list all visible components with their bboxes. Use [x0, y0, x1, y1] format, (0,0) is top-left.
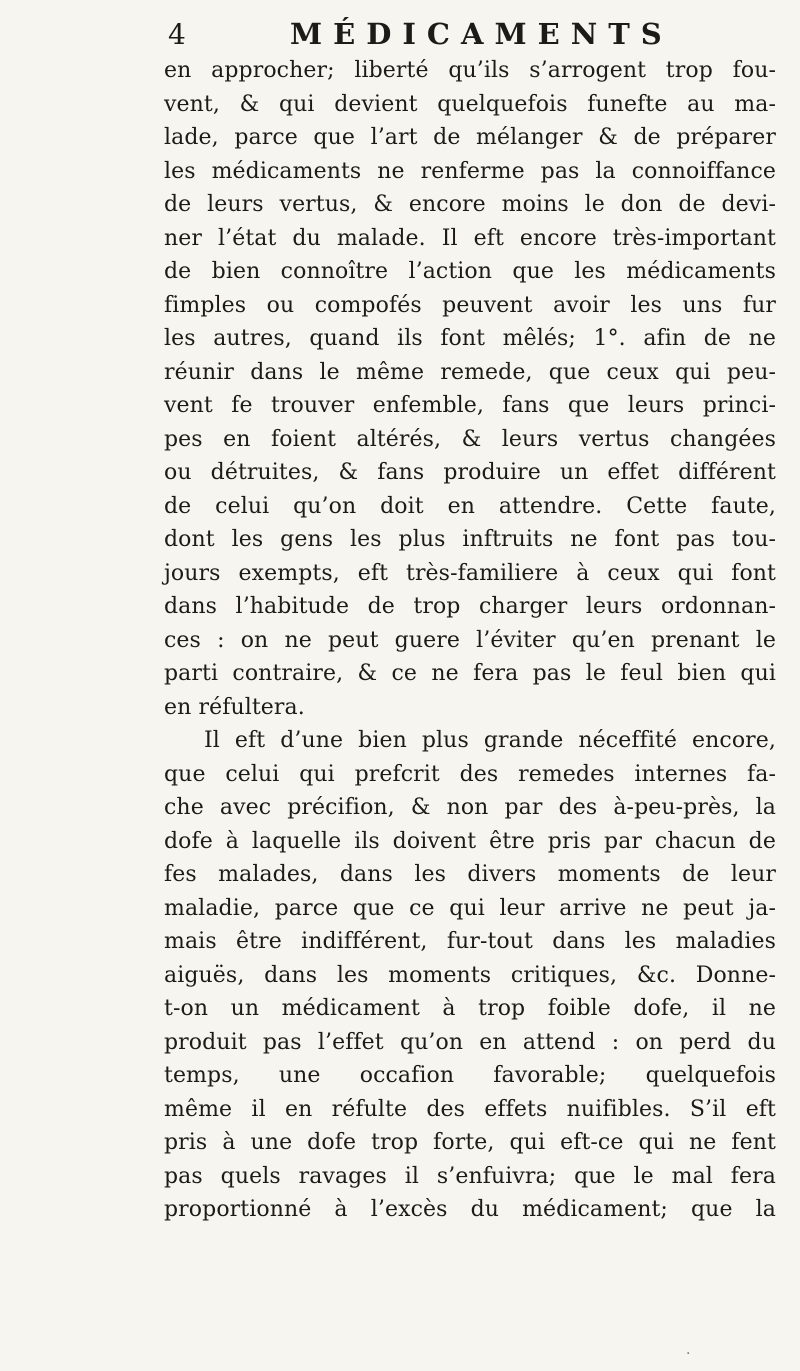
- text-line: pris à une dofe trop forte, qui eft-ce qui ne fent: [164, 1130, 776, 1155]
- text-line: que celui qui prefcrit des remedes internes fa-: [164, 761, 776, 787]
- text-line: de leurs vertus, & encore moins le don de devi-: [164, 192, 776, 217]
- text-line: ner l’état du malade. Il eft encore très-important: [164, 225, 776, 251]
- body-text: [164, 54, 776, 1227]
- text-line: dont les gens les plus inftruits ne font pas tou-: [164, 527, 776, 552]
- text-line: Il eft d’une bien plus grande néceffité encore,: [204, 728, 776, 753]
- text-line: jours exempts, eft très-familiere à ceux qui font: [164, 560, 776, 586]
- text-line: fimples ou compofés peuvent avoir les uns fur: [164, 292, 776, 318]
- text-line: pas quels ravages il s’enfuivra; que le mal fera: [164, 1163, 776, 1189]
- page-header: [0, 16, 800, 56]
- text-line: temps, une occafion favorable; quelquefois: [164, 1063, 776, 1088]
- print-speck: ·: [686, 1346, 691, 1362]
- text-line: de bien connoître l’action que les médicaments: [164, 259, 776, 284]
- text-line: vent fe trouver enfemble, fans que leurs princi-: [164, 393, 776, 418]
- text-line: t-on un médicament à trop foible dofe, il ne: [164, 996, 776, 1021]
- text-line: même il en réfulte des effets nuifibles. S’il eft: [164, 1096, 776, 1122]
- text-line: réunir dans le même remede, que ceux qui peu-: [164, 359, 776, 385]
- text-line: aiguës, dans les moments critiques, &c. Donne-: [164, 962, 776, 988]
- text-line: en approcher; liberté qu’ils s’arrogent trop fou-: [164, 58, 776, 83]
- text-line: fes malades, dans les divers moments de leur: [164, 862, 776, 887]
- text-line: parti contraire, & ce ne fera pas le feul bien qui: [164, 661, 776, 686]
- text-line: maladie, parce que ce qui leur arrive ne peut ja-: [164, 895, 776, 921]
- text-line: ces : on ne peut guere l’éviter qu’en prenant le: [164, 627, 776, 653]
- text-line: en réfultera.: [164, 694, 305, 720]
- text-line: dans l’habitude de trop charger leurs ordonnan-: [164, 594, 776, 619]
- text-line: che avec précifion, & non par des à-peu-près, la: [164, 795, 776, 820]
- text-line: proportionné à l’excès du médicament; que la: [164, 1197, 776, 1222]
- page-number: 4: [168, 18, 186, 51]
- text-line: pes en foient altérés, & leurs vertus changées: [164, 426, 776, 452]
- text-line: de celui qu’on doit en attendre. Cette faute,: [164, 493, 776, 519]
- text-line: mais être indifférent, fur-tout dans les maladies: [164, 929, 776, 954]
- text-line: lade, parce que l’art de mélanger & de préparer: [164, 125, 776, 150]
- text-line: produit pas l’effet qu’on en attend : on perd du: [164, 1029, 776, 1055]
- text-line: les autres, quand ils font mêlés; 1°. afin de ne: [164, 326, 776, 351]
- text-line: dofe à laquelle ils doivent être pris par chacun de: [164, 828, 776, 854]
- text-line: vent, & qui devient quelquefois funefte au ma-: [164, 91, 776, 117]
- text-line: les médicaments ne renferme pas la connoiffance: [164, 158, 776, 184]
- running-title: MÉDICAMENTS: [290, 17, 673, 51]
- text-line: ou détruites, & fans produire un effet différent: [164, 460, 776, 485]
